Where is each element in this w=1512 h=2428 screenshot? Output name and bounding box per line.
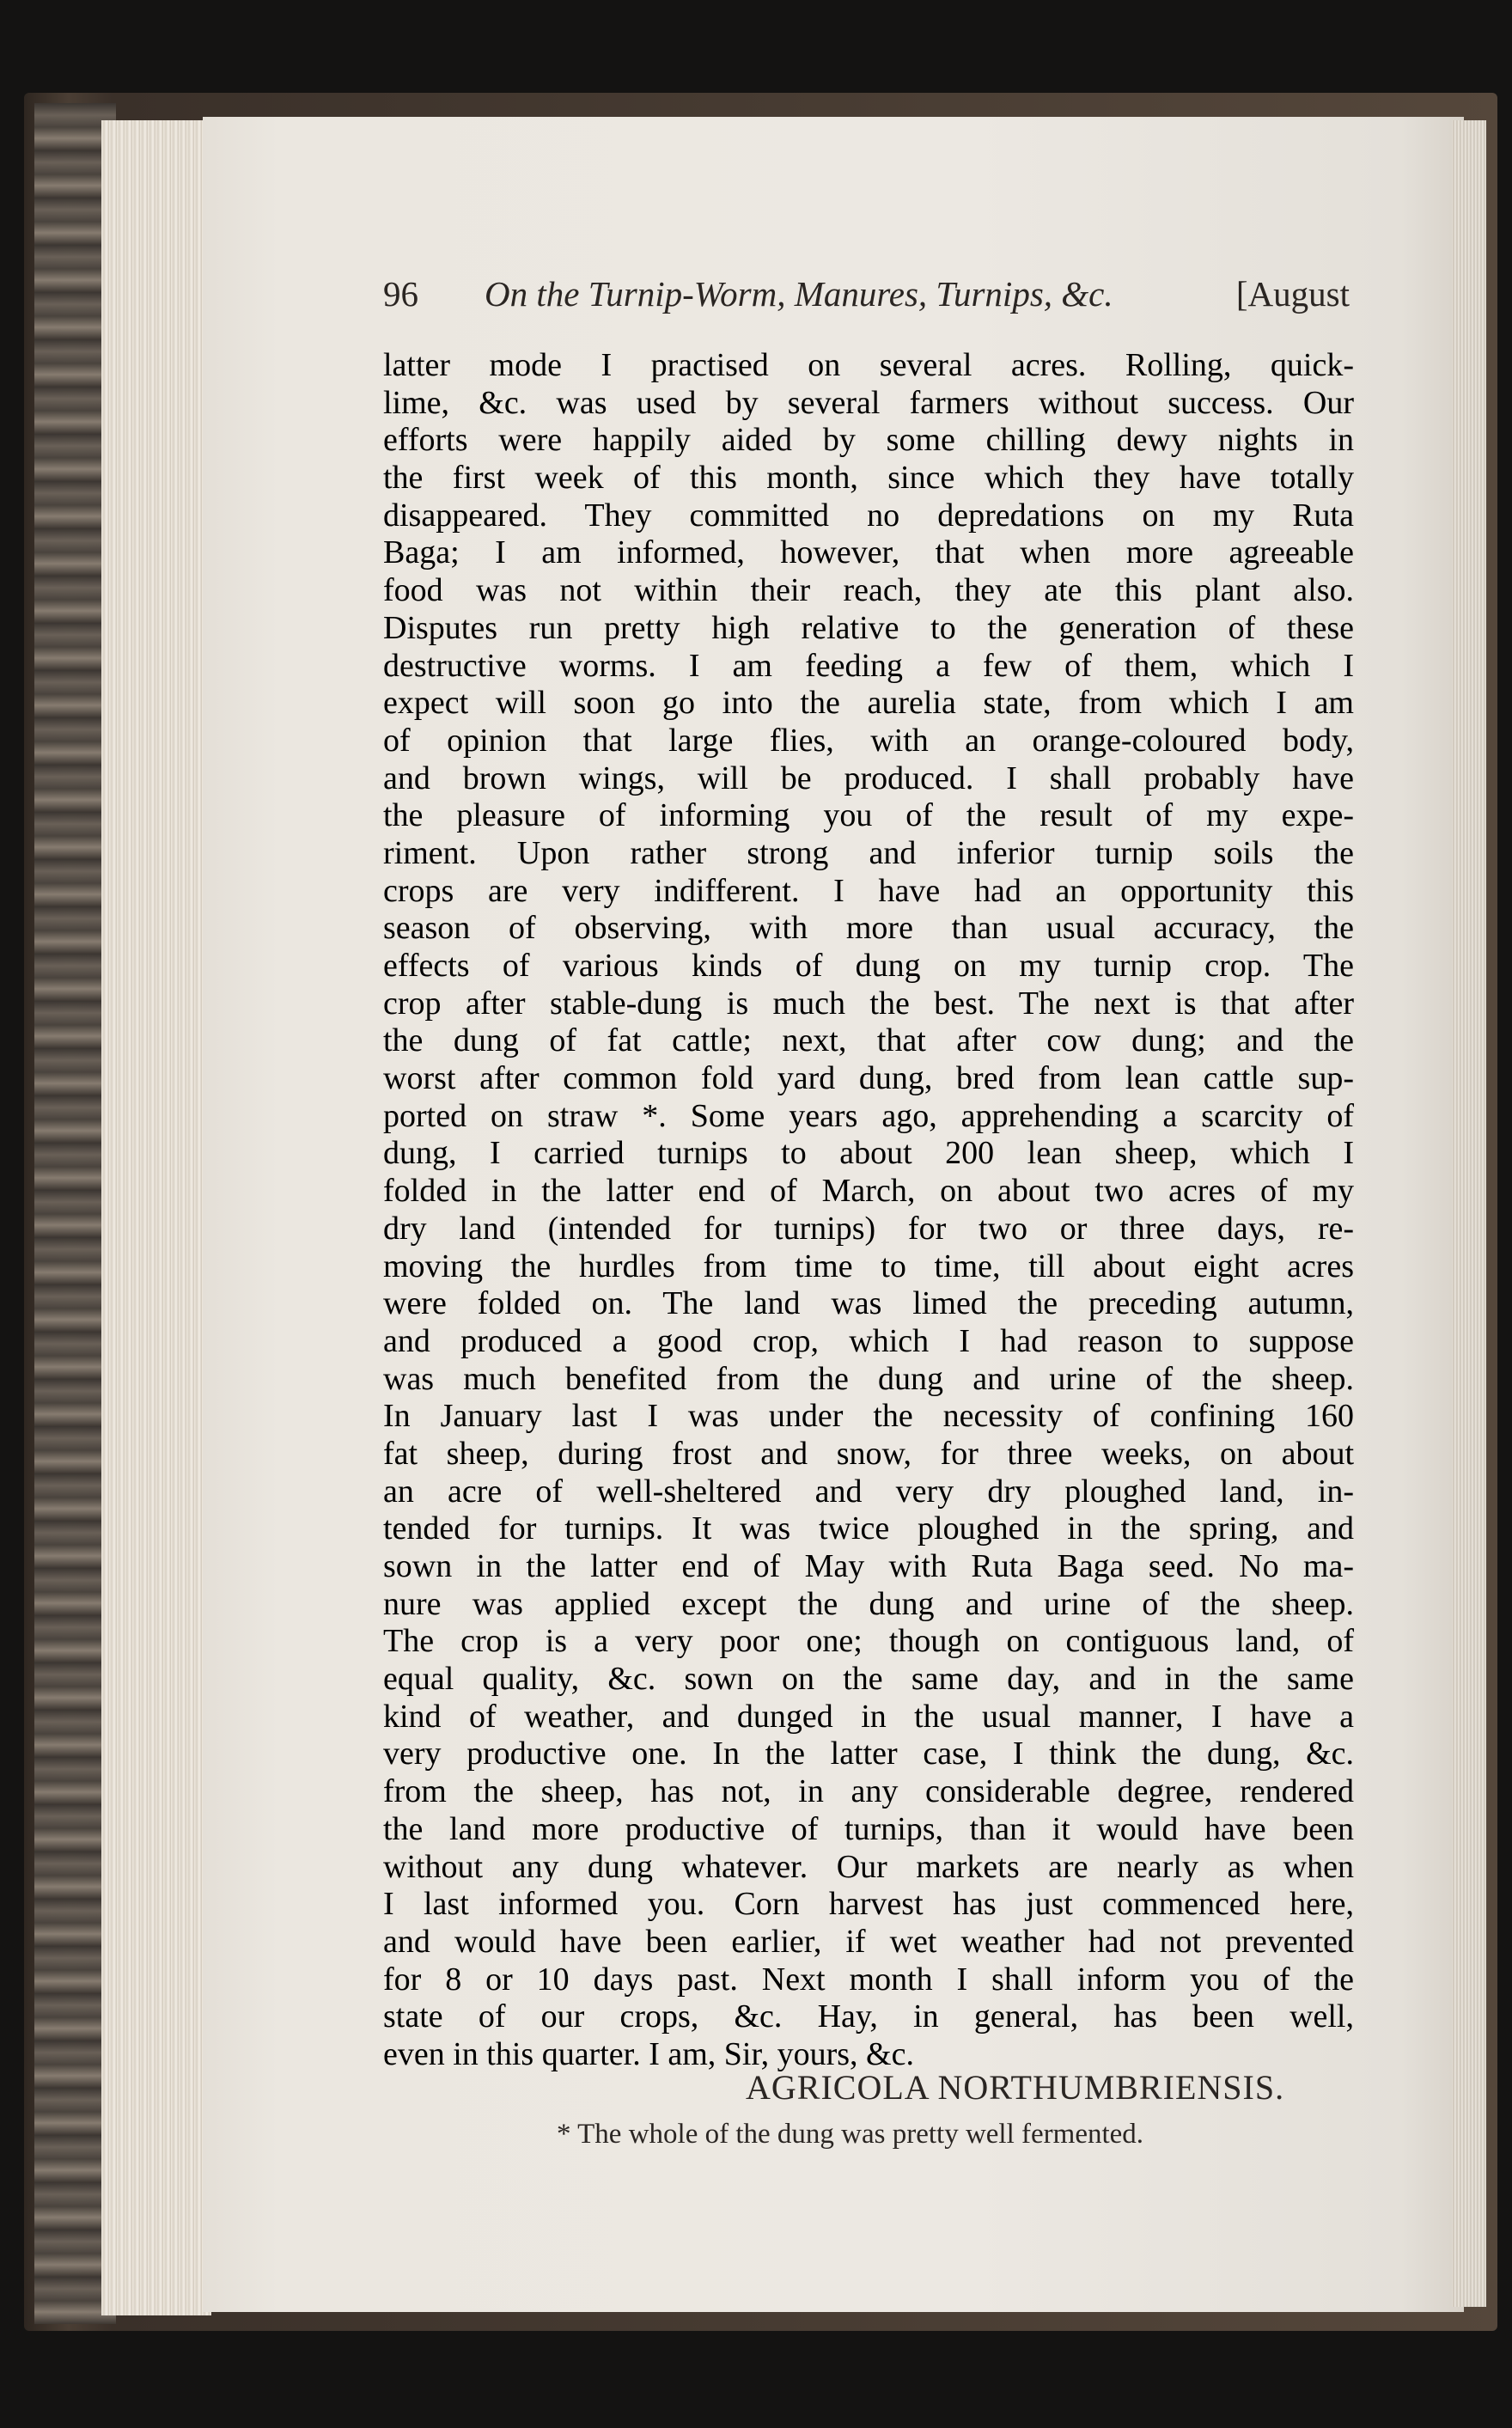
- text-line: tended for turnips. It was twice ploughed in the spring, and: [383, 1510, 1354, 1547]
- footnote: * The whole of the dung was pretty well fermented.: [557, 2119, 1144, 2150]
- text-line: equal quality, &c. sown on the same day, and in the same: [383, 1661, 1354, 1698]
- text-line: expect will soon go into the aurelia state, from which I am: [383, 685, 1354, 722]
- page-edges-right: [1452, 120, 1486, 2307]
- running-title: On the Turnip-Worm, Manures, Turnips, &c.: [485, 274, 1113, 314]
- text-line: Baga; I am informed, however, that when more agreeable: [383, 534, 1354, 571]
- text-line: fat sheep, during frost and snow, for three weeks, on about: [383, 1435, 1354, 1472]
- text-line: The crop is a very poor one; though on contiguous land, of: [383, 1623, 1354, 1660]
- text-line: destructive worms. I am feeding a few of them, which I: [383, 647, 1354, 684]
- text-line: kind of weather, and dunged in the usual manner, I have a: [383, 1698, 1354, 1735]
- text-line: from the sheep, has not, in any considerable degree, rendered: [383, 1773, 1354, 1810]
- page-number: 96: [383, 274, 418, 314]
- signature: AGRICOLA NORTHUMBRIENSIS.: [746, 2068, 1285, 2107]
- text-line: and would have been earlier, if wet weather had not prevented: [383, 1923, 1354, 1960]
- text-line: efforts were happily aided by some chilling dewy nights in: [383, 422, 1354, 459]
- text-line: Disputes run pretty high relative to the generation of these: [383, 609, 1354, 646]
- text-line: moving the hurdles from time to time, till about eight acres: [383, 1248, 1354, 1284]
- text-line: were folded on. The land was limed the preceding autumn,: [383, 1285, 1354, 1322]
- running-date: [August: [1235, 274, 1350, 314]
- text-line: In January last I was under the necessity of confining 160: [383, 1398, 1354, 1435]
- text-line: worst after common fold yard dung, bred from lean cattle sup-: [383, 1060, 1354, 1097]
- body-text: [383, 347, 1354, 2074]
- text-line: even in this quarter. I am, Sir, yours, &c.: [383, 2035, 914, 2072]
- text-line: riment. Upon rather strong and inferior turnip soils the: [383, 834, 1354, 871]
- text-line: ported on straw *. Some years ago, apprehending a scarcity of: [383, 1097, 1354, 1134]
- text-line: folded in the latter end of March, on about two acres of my: [383, 1173, 1354, 1210]
- text-line: was much benefited from the dung and urine of the sheep.: [383, 1360, 1354, 1397]
- text-line: latter mode I practised on several acres. Rolling, quick-: [383, 347, 1354, 383]
- text-line: crops are very indifferent. I have had an opportunity this: [383, 872, 1354, 909]
- running-header: [383, 273, 1350, 321]
- text-line: dung, I carried turnips to about 200 lean sheep, which I: [383, 1135, 1354, 1172]
- text-line: and brown wings, will be produced. I shall probably have: [383, 760, 1354, 796]
- text-line: effects of various kinds of dung on my turnip crop. The: [383, 948, 1354, 984]
- text-line: and produced a good crop, which I had reason to suppose: [383, 1322, 1354, 1359]
- text-line: food was not within their reach, they ate this plant also.: [383, 572, 1354, 609]
- text-line: for 8 or 10 days past. Next month I shall inform you of the: [383, 1961, 1354, 1998]
- text-line: the dung of fat cattle; next, that after cow dung; and the: [383, 1022, 1354, 1059]
- text-line: without any dung whatever. Our markets are nearly as when: [383, 1848, 1354, 1885]
- text-line: the pleasure of informing you of the result of my expe-: [383, 797, 1354, 834]
- text-line: an acre of well-sheltered and very dry ploughed land, in-: [383, 1473, 1354, 1510]
- text-line: the first week of this month, since which they have totally: [383, 460, 1354, 497]
- text-line: season of observing, with more than usual accuracy, the: [383, 910, 1354, 947]
- text-line: crop after stable-dung is much the best. The next is that after: [383, 985, 1354, 1022]
- text-line: state of our crops, &c. Hay, in general, has been well,: [383, 1998, 1354, 2035]
- text-line: disappeared. They committed no depredations on my Ruta: [383, 497, 1354, 534]
- text-line: sown in the latter end of May with Ruta Baga seed. No ma-: [383, 1548, 1354, 1584]
- text-line: dry land (intended for turnips) for two or three days, re-: [383, 1210, 1354, 1247]
- page-edges-left: [101, 120, 211, 2315]
- text-line: I last informed you. Corn harvest has just commenced here,: [383, 1886, 1354, 1923]
- text-line: of opinion that large flies, with an orange-coloured body,: [383, 722, 1354, 759]
- text-line: very productive one. In the latter case, I think the dung, &c.: [383, 1736, 1354, 1772]
- text-line: lime, &c. was used by several farmers without success. Our: [383, 384, 1354, 421]
- text-line: nure was applied except the dung and urine of the sheep.: [383, 1585, 1354, 1622]
- text-line: the land more productive of turnips, than it would have been: [383, 1810, 1354, 1847]
